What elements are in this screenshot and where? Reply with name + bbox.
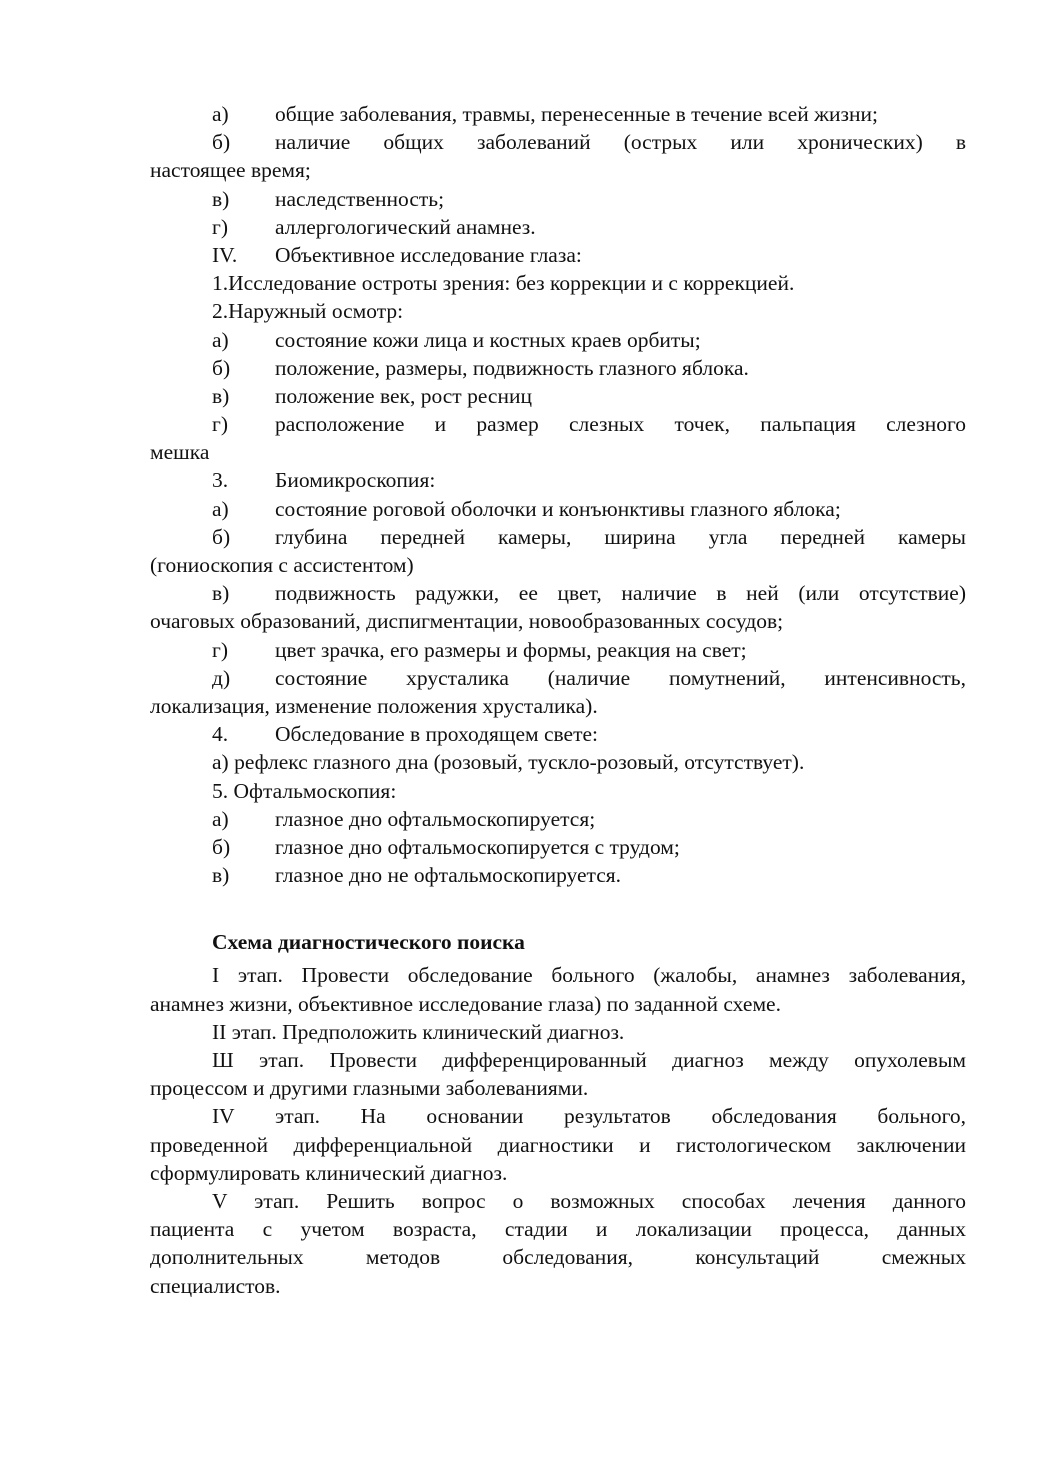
continuation-line: мешка — [150, 440, 210, 465]
item-label: г) — [212, 412, 228, 437]
numbered-line: 5. Офтальмоскопия: — [212, 778, 397, 803]
item-text: состояние хрусталика (наличие помутнений, интенсивность, — [275, 665, 966, 690]
item-label: б) — [212, 355, 231, 380]
item-label: 4. — [212, 722, 229, 747]
list-item — [150, 466, 966, 494]
item-text: цвет зрачка, его размеры и формы, реакция на свет; — [275, 637, 747, 662]
list-item — [150, 354, 966, 382]
item-text: подвижность радужки, ее цвет, наличие в ней (или отсутствие) — [275, 581, 966, 606]
item-text: Биомикроскопия: — [275, 468, 436, 493]
stage-line: специалистов. — [150, 1273, 281, 1298]
continuation-line: очаговых образований, диспигментации, новообразованных сосудов; — [150, 609, 784, 634]
continuation-line: настоящее время; — [150, 158, 311, 183]
item-text: положение век, рост ресниц — [275, 383, 532, 408]
item-label: в) — [212, 186, 230, 211]
item-label: б) — [212, 524, 231, 549]
list-item — [150, 833, 966, 861]
list-item — [150, 128, 966, 156]
numbered-line: 2.Наружный осмотр: — [212, 299, 404, 324]
continuation-line: (гониоскопия с ассистентом) — [150, 553, 414, 577]
item-label: б) — [212, 130, 231, 155]
item-text: расположение и размер слезных точек, пальпация слезного — [275, 412, 966, 437]
item-text: наличие общих заболеваний (острых или хронических) в — [275, 130, 966, 155]
item-label: в) — [212, 383, 230, 408]
list-item — [150, 579, 966, 607]
item-text: глазное дно не офтальмоскопируется. — [275, 863, 622, 888]
stage-line: I этап. Провести обследование больного (жалобы, анамнез заболевания, — [212, 963, 966, 988]
list-item — [150, 495, 966, 523]
item-label: 3. — [212, 468, 229, 493]
item-label: в) — [212, 863, 230, 888]
stage-line: пациента с учетом возраста, стадии и локализации процесса, данных — [150, 1217, 966, 1242]
numbered-line: а) рефлекс глазного дна (розовый, тускло-розовый, отсутствует). — [212, 750, 805, 775]
list-item — [150, 382, 966, 410]
list-item — [150, 100, 966, 128]
list-item — [150, 410, 966, 438]
item-label: IV. — [212, 242, 238, 267]
item-label: в) — [212, 581, 230, 606]
section-heading: Схема диагностического поиска — [212, 930, 525, 955]
list-item — [150, 861, 966, 889]
stage-line: II этап. Предположить клинический диагноз. — [212, 1019, 625, 1044]
list-item — [150, 523, 966, 551]
item-text: глазное дно офтальмоскопируется; — [275, 806, 596, 831]
item-label: б) — [212, 834, 231, 859]
stage-line: проведенной дифференциальной диагностики и гистологическом заключении — [150, 1132, 966, 1157]
item-label: а) — [212, 327, 229, 352]
item-text: Обследование в проходящем свете: — [275, 722, 599, 747]
item-text: Объективное исследование глаза: — [275, 242, 582, 267]
item-label: д) — [212, 665, 231, 690]
list-item — [150, 185, 966, 213]
stage-line: IV этап. На основании результатов обследования больного, — [212, 1104, 966, 1129]
list-item — [150, 720, 966, 748]
item-text: состояние кожи лица и костных краев орбиты; — [275, 327, 701, 352]
stage-line: процессом и другими глазными заболеваниями. — [150, 1076, 589, 1101]
list-item — [150, 664, 966, 692]
list-item — [150, 326, 966, 354]
stage-line: дополнительных методов обследования, консультаций смежных — [150, 1245, 966, 1270]
item-label: а) — [212, 102, 229, 126]
item-text: глубина передней камеры, ширина угла передней камеры — [275, 524, 966, 549]
document-page — [150, 100, 966, 1300]
item-label: а) — [212, 496, 229, 521]
stage-line: анамнез жизни, объективное исследование глаза) по заданной схеме. — [150, 991, 781, 1016]
list-item — [150, 636, 966, 664]
item-text: аллергологический анамнез. — [275, 214, 536, 239]
list-item — [150, 805, 966, 833]
item-label: г) — [212, 214, 228, 239]
item-text: состояние роговой оболочки и конъюнктивы глазного яблока; — [275, 496, 841, 521]
section-heading-item — [150, 241, 966, 269]
continuation-line: локализация, изменение положения хрусталика). — [150, 693, 598, 718]
item-label: г) — [212, 637, 228, 662]
section-spacer — [150, 889, 966, 928]
item-label: а) — [212, 806, 229, 831]
item-text: положение, размеры, подвижность глазного яблока. — [275, 355, 749, 380]
numbered-line: 1.Исследование остроты зрения: без коррекции и с коррекцией. — [212, 271, 795, 296]
stage-line: Ш этап. Провести дифференцированный диагноз между опухолевым — [212, 1048, 966, 1072]
item-text: глазное дно офтальмоскопируется с трудом; — [275, 834, 680, 859]
item-text: общие заболевания, травмы, перенесенные в течение всей жизни; — [275, 102, 878, 126]
stage-line: V этап. Решить вопрос о возможных способах лечения данного — [212, 1188, 966, 1213]
item-text: наследственность; — [275, 186, 445, 211]
stage-line: сформулировать клинический диагноз. — [150, 1160, 508, 1185]
list-item — [150, 213, 966, 241]
